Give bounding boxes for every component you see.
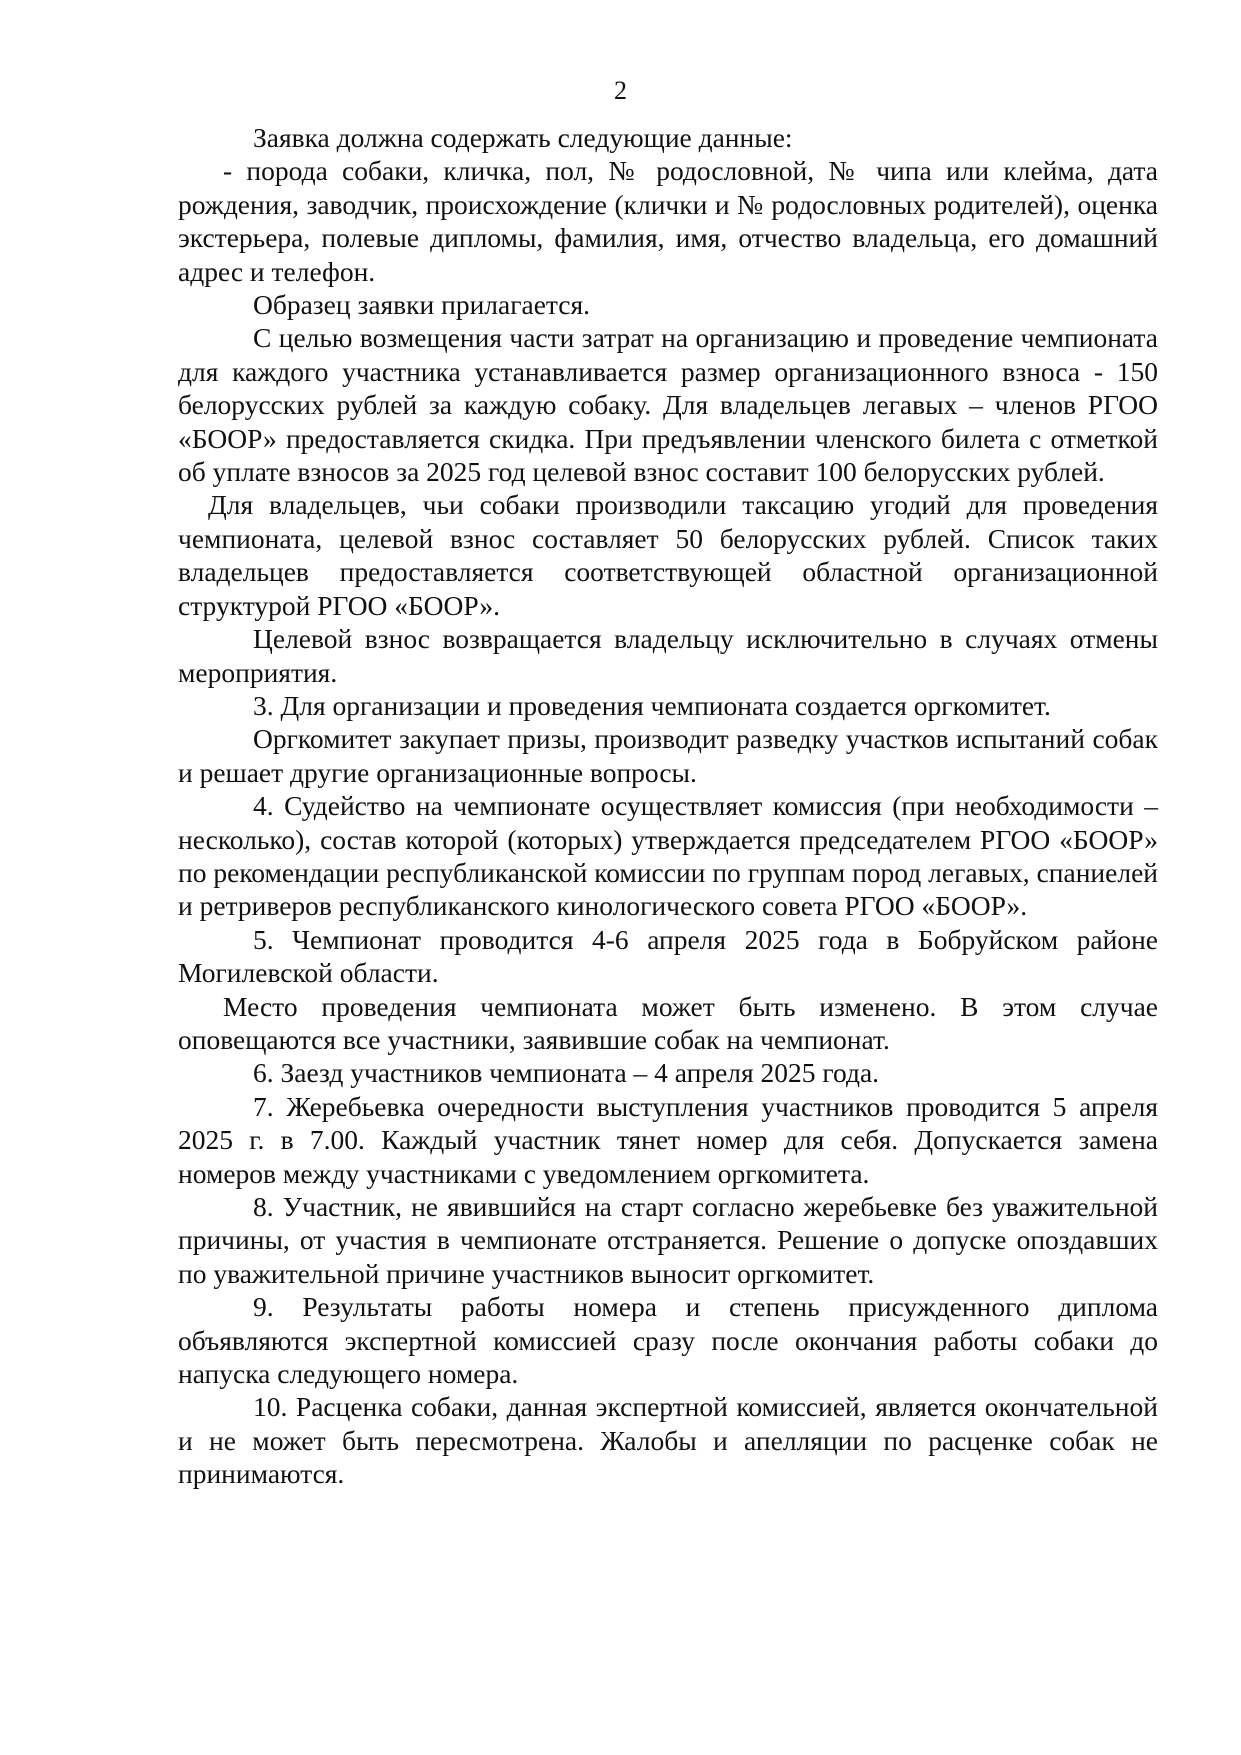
paragraph-application-sample: Образец заявки прилагается. bbox=[253, 289, 591, 321]
paragraph-item-10: 10. Расценка собаки, данная экспертной комиссией, является окончательной и не может быть пересмотрена. Жалобы и апелляции по расценке собак не принимаются. bbox=[178, 1391, 1158, 1490]
paragraph-item-6: 6. Заезд участников чемпионата – 4 апреля 2025 года. bbox=[253, 1057, 880, 1089]
paragraph-item-5: 5. Чемпионат проводится 4-6 апреля 2025 года в Бобруйском районе Могилевской области. bbox=[178, 923, 1158, 989]
paragraph-fee-discount: Для владельцев, чьи собаки производили таксацию угодий для проведения чемпионата, целевой взнос составляет 50 белорусских рублей. Список таких владельцев предоставляется соответствующей областной организационной структурой РГОО «БООР». bbox=[178, 489, 1158, 621]
paragraph-application-intro: Заявка должна содержать следующие данные: bbox=[253, 122, 793, 153]
paragraph-orgcommittee: Оргкомитет закупает призы, производит разведку участков испытаний собак и решает другие организационные вопросы. bbox=[178, 723, 1158, 788]
page-number: 2 bbox=[614, 76, 627, 105]
paragraph-item-3: 3. Для организации и проведения чемпионата создается оргкомитет. bbox=[253, 689, 1051, 721]
paragraph-item-9: 9. Результаты работы номера и степень присужденного диплома объявляются экспертной комиссией сразу после окончания работы собаки до напуска следующего номера. bbox=[178, 1291, 1158, 1390]
paragraph-item-7: 7. Жеребьевка очередности выступления участников проводится 5 апреля 2025 г. в 7.00. Каждый участник тянет номер для себя. Допускается замена номеров между участниками с уведомлением оргкомитета. bbox=[178, 1090, 1158, 1189]
document-body bbox=[178, 121, 1158, 1491]
paragraph-fee-refund: Целевой взнос возвращается владельцу исключительно в случаях отмены мероприятия. bbox=[178, 623, 1158, 688]
paragraph-item-4: 4. Судейство на чемпионате осуществляет комиссия (при необходимости – несколько), состав которой (которых) утверждается председателем РГОО «БООР» по рекомендации республиканской комиссии по группам пород легавых, спаниелей и ретриверов республиканского кинологического совета РГОО «БООР». bbox=[178, 790, 1158, 922]
paragraph-item-8: 8. Участник, не явившийся на старт согласно жеребьевке без уважительной причины, от участия в чемпионате отстраняется. Решение о допуске опоздавших по уважительной причине участников выносит оргкомитет. bbox=[178, 1191, 1158, 1289]
paragraph-application-fields: - порода собаки, кличка, пол, № родословной, № чипа или клейма, дата рождения, заводчик, происхождение (клички и № родословных родителей), оценка экстерьера, полевые дипломы, фамилия, имя, отчество владельца, его домашний адрес и телефон. bbox=[178, 155, 1158, 287]
paragraph-venue-change: Место проведения чемпионата может быть изменено. В этом случае оповещаются все участники, заявившие собак на чемпионат. bbox=[178, 990, 1158, 1055]
paragraph-fee: С целью возмещения части затрат на организацию и проведение чемпионата для каждого участника устанавливается размер организационного взноса - 150 белорусских рублей за каждую собаку. Для владельцев легавых – членов РГОО «БООР» предоставляется скидка. При предъявлении членского билета с отметкой об уплате взносов за 2025 год целевой взнос составит 100 белорусских рублей. bbox=[178, 322, 1158, 488]
